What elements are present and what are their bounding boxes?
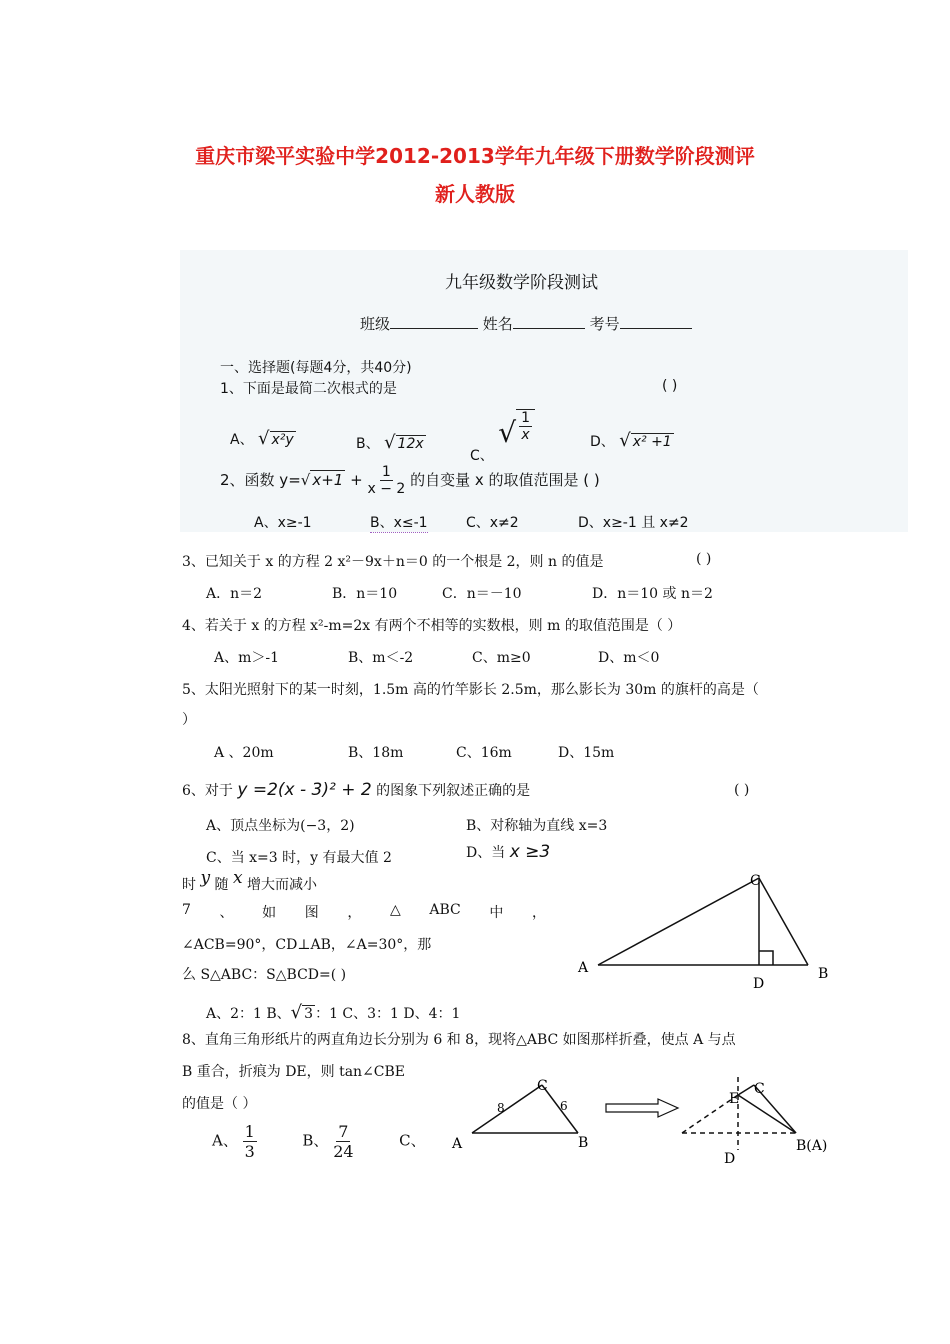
q1-b-expr: 12x: [397, 436, 424, 452]
q8-a-fraction: $\frac{1}{3}$: [244, 1122, 255, 1161]
q6-option-d-cont: 时 y 随 x 增大而减小: [182, 868, 318, 893]
q1-option-a: A、 √ x²y: [230, 428, 294, 449]
q7-right-angle-mark: [759, 951, 773, 965]
fold-arrow-icon: [606, 1099, 678, 1117]
scan-heading: 九年级数学阶段测试: [445, 273, 598, 293]
q4-stem: 4、若关于 x 的方程 x²-m=2x 有两个不相等的实数根，则 m 的取值范围是（ ）: [182, 618, 682, 634]
q5-option-a: A 、20m: [214, 745, 274, 761]
q7-triangle-figure: [598, 878, 808, 965]
q6-option-c: C、当 x=3 时，y 有最大值 2: [206, 850, 392, 866]
q2-stem: 2、函数 y=√ x+1 + $\frac{1}{x - 2}$ 的自变量 x 的取值范围是 ( ): [220, 464, 600, 497]
q3-option-c: C．n＝－10: [442, 586, 522, 602]
q4-option-c: C、m≥0: [472, 650, 531, 666]
q2-option-a: A、x≥-1: [254, 515, 312, 531]
q8-length-bc: 6: [560, 1099, 568, 1113]
q7-label-a: A: [578, 960, 589, 976]
q6-option-b: B、对称轴为直线 x=3: [466, 818, 608, 834]
q8-label-a: A: [452, 1136, 463, 1152]
q7-label-d: D: [753, 976, 765, 992]
q8-label-c: C: [537, 1078, 548, 1094]
q8-stem-2: B 重合，折痕为 DE，则 tan∠CBE: [182, 1064, 406, 1080]
q7-options: A、2：1 B、√ 3 ：1 C、3：1 D、4：1: [206, 1002, 461, 1023]
q8-label-ba: B(A): [796, 1138, 828, 1154]
page-title-line1: 重庆市梁平实验中学2012-2013学年九年级下册数学阶段测评: [195, 144, 755, 168]
q7-line3: 么 S△ABC：S△BCD=( ): [182, 967, 347, 983]
q1-paren: ( ): [662, 378, 678, 394]
q8-options: A、 $\frac{1}{3}$ B、 $\frac{7}{24}$ C、: [212, 1122, 426, 1161]
q4-option-b: B、m＜-2: [348, 650, 414, 666]
q6-option-d: D、当 x ≥3: [466, 842, 551, 862]
q1-option-d: D、 √ x² +1: [590, 430, 672, 451]
q7-label-b: B: [818, 966, 829, 982]
q7-label-c: C: [750, 873, 761, 889]
q7-side-bc: [759, 878, 808, 965]
q3-option-b: B．n＝10: [332, 586, 398, 602]
q2-fraction: $\frac{1}{x - 2}$: [367, 464, 406, 497]
q1-option-b: B、 √ 12x: [356, 432, 424, 453]
q8-label-b: B: [578, 1135, 589, 1151]
q8-folded-side-ec: [738, 1085, 754, 1095]
q8-length-ac: 8: [497, 1101, 505, 1115]
q7-line1: 7 、 如 图 ， △ ABC 中 ，: [182, 902, 546, 921]
q6-formula: y =2(x - 3)² + 2: [237, 780, 372, 800]
q8-stem-1: 8、直角三角形纸片的两直角边长分别为 6 和 8，现将△ABC 如图那样折叠，使点 A 与点: [182, 1032, 736, 1048]
q7-side-ac: [598, 878, 759, 965]
q2-option-c: C、x≠2: [466, 515, 519, 531]
q1-option-c: C、 √ $\frac{1}{x}$: [470, 404, 535, 443]
q5-stem: 5、太阳光照射下的某一时刻，1.5m 高的竹竿影长 2.5m，那么影长为 30m 的旗杆的高是（: [182, 682, 759, 698]
q3-option-a: A．n＝2: [206, 586, 263, 602]
q1-stem: 1、下面是最简二次根式的是: [220, 381, 397, 397]
q7-line2: ∠ACB=90°，CD⊥AB，∠A=30°，那: [182, 937, 432, 953]
q8-label-e: E: [729, 1091, 740, 1107]
q3-stem: 3、已知关于 x 的方程 2 x²－9x＋n＝0 的一个根是 2，则 n 的值是: [182, 554, 604, 570]
q6-option-a: A、顶点坐标为(−3，2): [206, 818, 355, 834]
radical-sign: √: [384, 432, 396, 453]
q8-stem-3: 的值是（ ）: [182, 1096, 257, 1112]
q3-paren: ( ): [696, 551, 712, 567]
q5-option-c: C、16m: [456, 745, 512, 761]
q4-option-d: D、m＜0: [598, 650, 660, 666]
radical-sign: √: [619, 430, 631, 451]
radical-sign: √: [290, 1002, 303, 1023]
radical-sign: √: [258, 428, 270, 449]
q8-label-c2: C: [754, 1081, 765, 1097]
q5-option-b: B、18m: [348, 745, 404, 761]
q2-option-b: B、x≤-1: [370, 512, 428, 533]
q2-option-d: D、x≥-1 且 x≠2: [578, 515, 689, 531]
q5-option-d: D、15m: [558, 745, 615, 761]
exam-no-label: 考号: [589, 315, 620, 333]
q1-d-expr: x² +1: [632, 434, 672, 450]
q4-option-a: A、m＞-1: [214, 650, 280, 666]
q6-paren: ( ): [734, 782, 750, 798]
class-label: 班级: [360, 315, 391, 333]
q8-side-ac: [472, 1085, 542, 1133]
q8-folded-figure: [682, 1077, 796, 1150]
page-title-line2: 新人教版: [435, 182, 515, 206]
q8-label-d: D: [724, 1151, 736, 1167]
q1-c-fraction: $\frac{1}{x}$: [521, 409, 530, 443]
q5-stem-cont: ）: [182, 712, 196, 728]
radical-sign: √: [300, 471, 311, 489]
q3-option-d: D．n＝10 或 n＝2: [592, 586, 713, 602]
q1-a-expr: x²y: [271, 432, 294, 448]
radical-sign: √: [498, 416, 517, 449]
q8-b-fraction: $\frac{7}{24}$: [333, 1122, 354, 1161]
section-heading: 一、选择题(每题4分，共40分): [220, 360, 412, 376]
q6-stem: 6、对于 y =2(x - 3)² + 2 的图象下列叙述正确的是: [182, 780, 531, 800]
name-label: 姓名: [482, 315, 513, 333]
